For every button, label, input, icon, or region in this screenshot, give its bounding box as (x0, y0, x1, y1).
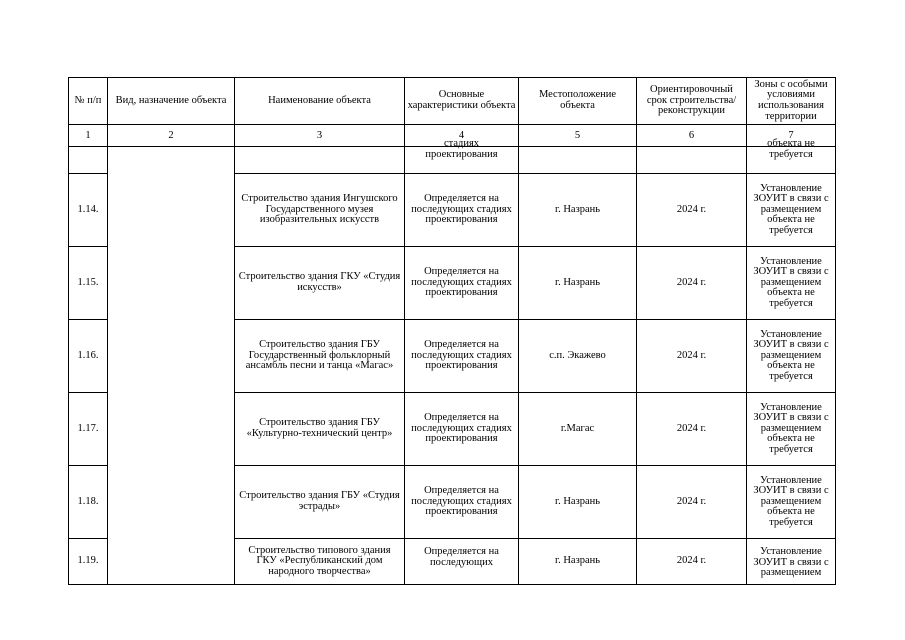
term-cell: 2024 г. (637, 466, 747, 539)
column-number: 2 (108, 125, 235, 147)
object-name-cell: Строительство здания ГКУ «Студия искусств» (235, 247, 405, 320)
location-cell: г. Назрань (519, 539, 637, 585)
zones-text: объекта не требуется (767, 138, 815, 160)
object-type-cell (108, 147, 235, 585)
header-term: Ориентировочный срок строительства/ реконструкции (637, 78, 747, 125)
row-number-cell: 1.16. (69, 320, 108, 393)
characteristics-cell: Определяется на последующих стадиях проектирования (405, 247, 519, 320)
term-cell: 2024 г. (637, 393, 747, 466)
term-cell: 2024 г. (637, 320, 747, 393)
location-cell: г. Назрань (519, 466, 637, 539)
object-name-cell: Строительство здания ГБУ «Студия эстрады» (235, 466, 405, 539)
row-number-cell (69, 147, 108, 174)
location-cell: г.Магас (519, 393, 637, 466)
header-number: № п/п (69, 78, 108, 125)
column-number: 6 (637, 125, 747, 147)
zones-cell: Установление ЗОУИТ в связи с размещением объекта не требуется (747, 320, 836, 393)
column-number: 1 (69, 125, 108, 147)
zones-cell (747, 138, 836, 174)
column-number: 4 (405, 125, 519, 147)
zones-cell: Установление ЗОУИТ в связи с размещением объекта не требуется (747, 393, 836, 466)
table-header-row (69, 78, 836, 125)
column-number: 3 (235, 125, 405, 147)
term-cell: 2024 г. (637, 174, 747, 247)
object-name-cell: Строительство здания ГБУ Государственный фольклорный ансамбль песни и танца «Магас» (235, 320, 405, 393)
zones-cell: Установление ЗОУИТ в связи с размещением объекта не требуется (747, 247, 836, 320)
characteristics-cell: Определяется на последующих стадиях проектирования (405, 174, 519, 247)
term-cell (637, 147, 747, 174)
object-name-cell: Строительство здания Ингушского Государственного музея изобразительных искусств (235, 174, 405, 247)
header-zones: Зоны с особыми условиями использования территории (747, 78, 836, 125)
row-number-cell: 1.17. (69, 393, 108, 466)
column-number: 7 (747, 125, 836, 147)
row-number-cell: 1.18. (69, 466, 108, 539)
location-cell: с.п. Экажево (519, 320, 637, 393)
row-number-cell: 1.15. (69, 247, 108, 320)
location-cell: г. Назрань (519, 174, 637, 247)
characteristics-cell: Определяется на последующих (405, 539, 519, 585)
object-name-cell: Строительство здания ГБУ «Культурно-технический центр» (235, 393, 405, 466)
zones-cell: Установление ЗОУИТ в связи с размещением объекта не требуется (747, 466, 836, 539)
characteristics-cell (405, 138, 519, 174)
row-number-cell: 1.19. (69, 539, 108, 585)
row-number-cell: 1.14. (69, 174, 108, 247)
table-row-continued (69, 147, 836, 174)
header-location: Местоположение объекта (519, 78, 637, 125)
object-name-cell: Строительство типового здания ГКУ «Республиканский дом народного творчества» (235, 539, 405, 585)
term-cell: 2024 г. (637, 539, 747, 585)
header-name: Наименование объекта (235, 78, 405, 125)
characteristics-cell: Определяется на последующих стадиях проектирования (405, 466, 519, 539)
objects-table (68, 77, 836, 585)
characteristics-cell: Определяется на последующих стадиях проектирования (405, 393, 519, 466)
header-characteristics: Основные характеристики объекта (405, 78, 519, 125)
location-cell: г. Назрань (519, 247, 637, 320)
zones-cell: Установление ЗОУИТ в связи с размещением объекта не требуется (747, 174, 836, 247)
object-name-cell (235, 147, 405, 174)
zones-cell: Установление ЗОУИТ в связи с размещением (747, 539, 836, 585)
header-type: Вид, назначение объекта (108, 78, 235, 125)
characteristics-cell: Определяется на последующих стадиях проектирования (405, 320, 519, 393)
location-cell (519, 147, 637, 174)
term-cell: 2024 г. (637, 247, 747, 320)
column-number: 5 (519, 125, 637, 147)
characteristics-text: стадиях проектирования (425, 138, 498, 160)
